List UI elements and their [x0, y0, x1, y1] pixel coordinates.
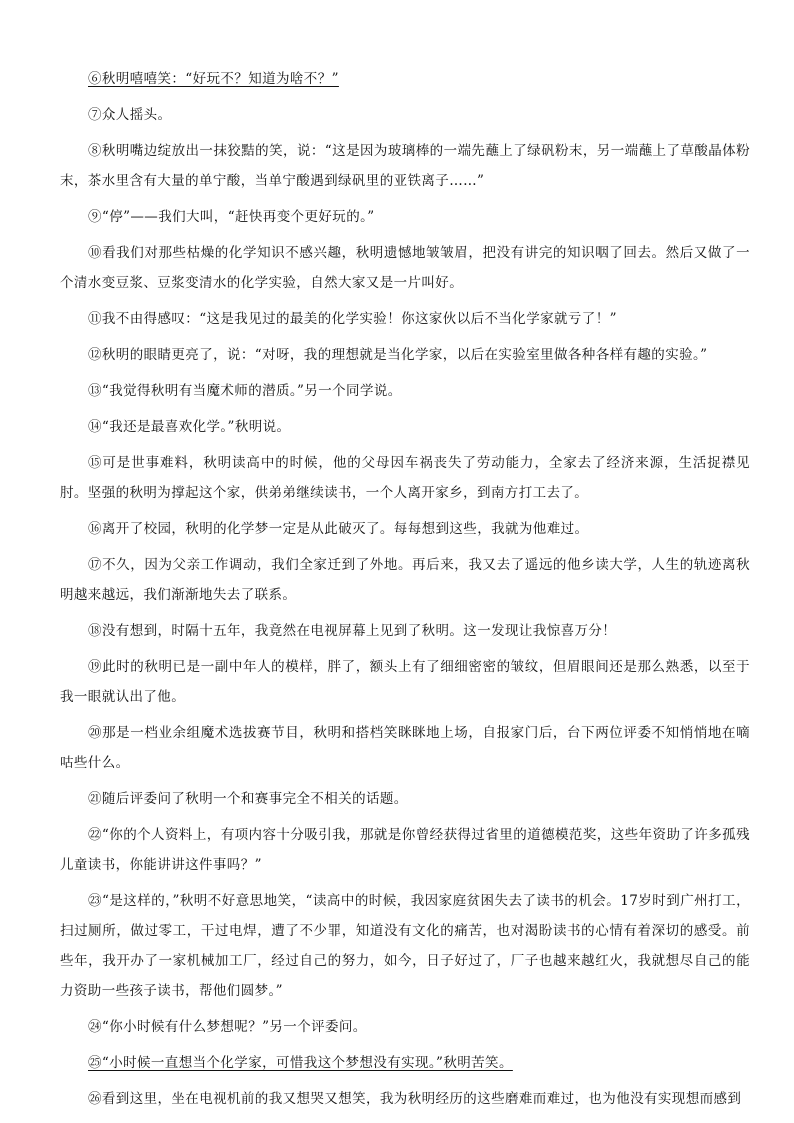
paragraph-text: ㉔“你小时候有什么梦想呢？”另一个评委问。 — [88, 1019, 367, 1035]
paragraph-17 — [60, 820, 750, 880]
paragraph-9 — [60, 412, 750, 442]
paragraph-text: ㉒“你的个人资料上，有项内容十分吸引我，那就是你曾经获得过省里的道德模范奖，这些年资助了许多孤残儿童读书，你能讲讲这件事吗？” — [60, 827, 750, 873]
paragraph-text: ⑱没有想到，时隔十五年，我竟然在电视屏幕上见到了秋明。这一发现让我惊喜万分！ — [88, 623, 617, 639]
article-body — [60, 64, 750, 1120]
paragraph-2 — [60, 100, 750, 130]
paragraph-1 — [60, 64, 750, 94]
paragraph-text: ⑲此时的秋明已是一副中年人的模样，胖了，额头上有了细细密密的皱纹，但眉眼间还是那么熟悉，以至于我一眼就认出了他。 — [60, 659, 750, 705]
paragraph-14 — [60, 652, 750, 712]
paragraph-text: ⑳那是一档业余组魔术选拔赛节目，秋明和搭档笑眯眯地上场，自报家门后，台下两位评委不知悄悄地在嘀咕些什么。 — [60, 725, 750, 771]
paragraph-text: ⑨“停”——我们大叫，“赶快再变个更好玩的。” — [88, 209, 375, 225]
paragraph-20 — [60, 1048, 750, 1078]
paragraph-6 — [60, 304, 750, 334]
paragraph-11 — [60, 514, 750, 544]
paragraph-text: ⑥秋明嘻嘻笑：“好玩不？知道为啥不？” — [88, 71, 339, 87]
paragraph-text: ⑯离开了校园，秋明的化学梦一定是从此破灭了。每每想到这些，我就为他难过。 — [88, 521, 589, 537]
paragraph-text: ⑮可是世事难料，秋明读高中的时候，他的父母因车祸丧失了劳动能力，全家去了经济来源，生活捉襟见肘。坚强的秋明为撑起这个家，供弟弟继续读书，一个人离开家乡，到南方打工去了。 — [60, 455, 750, 501]
paragraph-4 — [60, 202, 750, 232]
paragraph-12 — [60, 550, 750, 610]
paragraph-18 — [60, 886, 750, 1006]
paragraph-13 — [60, 616, 750, 646]
paragraph-5 — [60, 238, 750, 298]
paragraph-text: ⑪我不由得感叹：“这是我见过的最美的化学实验！你这家伙以后不当化学家就亏了！” — [88, 311, 617, 327]
paragraph-8 — [60, 376, 750, 406]
paragraph-19 — [60, 1012, 750, 1042]
paragraph-text: ⑫秋明的眼睛更亮了，说：“对呀，我的理想就是当化学家，以后在实验室里做各种各样有趣的实验。” — [88, 347, 708, 363]
paragraph-text: ⑩看我们对那些枯燥的化学知识不感兴趣，秋明遗憾地皱皱眉，把没有讲完的知识咽了回去。然后又做了一个清水变豆浆、豆浆变清水的化学实验，自然大家又是一片叫好。 — [60, 245, 750, 291]
paragraph-text: ㉑随后评委问了秋明一个和赛事完全不相关的话题。 — [88, 791, 408, 807]
paragraph-7 — [60, 340, 750, 370]
paragraph-10 — [60, 448, 750, 508]
paragraph-text: ⑭“我还是最喜欢化学。”秋明说。 — [88, 419, 291, 435]
paragraph-text: ⑦众人摇头。 — [88, 107, 172, 123]
paragraph-text: ⑬“我觉得秋明有当魔术师的潜质。”另一个同学说。 — [88, 383, 402, 399]
paragraph-text: ⑧秋明嘴边绽放出一抹狡黠的笑，说：“这是因为玻璃棒的一端先蘸上了绿矾粉末，另一端蘸上了草酸晶体粉末，茶水里含有大量的单宁酸，当单宁酸遇到绿矾里的亚铁离子……” — [60, 143, 750, 189]
paragraph-21 — [60, 1084, 750, 1114]
paragraph-3 — [60, 136, 750, 196]
paragraph-16 — [60, 784, 750, 814]
paragraph-text: ⑰不久，因为父亲工作调动，我们全家迁到了外地。再后来，我又去了遥远的他乡读大学，人生的轨迹离秋明越来越远，我们渐渐地失去了联系。 — [60, 557, 750, 603]
paragraph-text: ㉓“是这样的，”秋明不好意思地笑，“读高中的时候，我因家庭贫困失去了读书的机会。17岁时到广州打工，扫过厕所，做过零工，干过电焊，遭了不少罪，知道没有文化的痛苦，也对渴盼读书的心情有着深切的感受。前些年，我开办了一家机械加工厂，经过自己的努力，如今，日子好过了，厂子也越来越红火，我就想尽自己的能力资助一些孩子读书，帮他们圆梦。” — [60, 893, 750, 999]
paragraph-text: ㉖看到这里，坐在电视机前的我又想哭又想笑，我为秋明经历的这些磨难而难过，也为他没有实现想而感到 — [88, 1091, 742, 1107]
paragraph-15 — [60, 718, 750, 778]
paragraph-text: ㉕“小时候一直想当个化学家，可惜我这个梦想没有实现。”秋明苦笑。 — [88, 1055, 513, 1071]
